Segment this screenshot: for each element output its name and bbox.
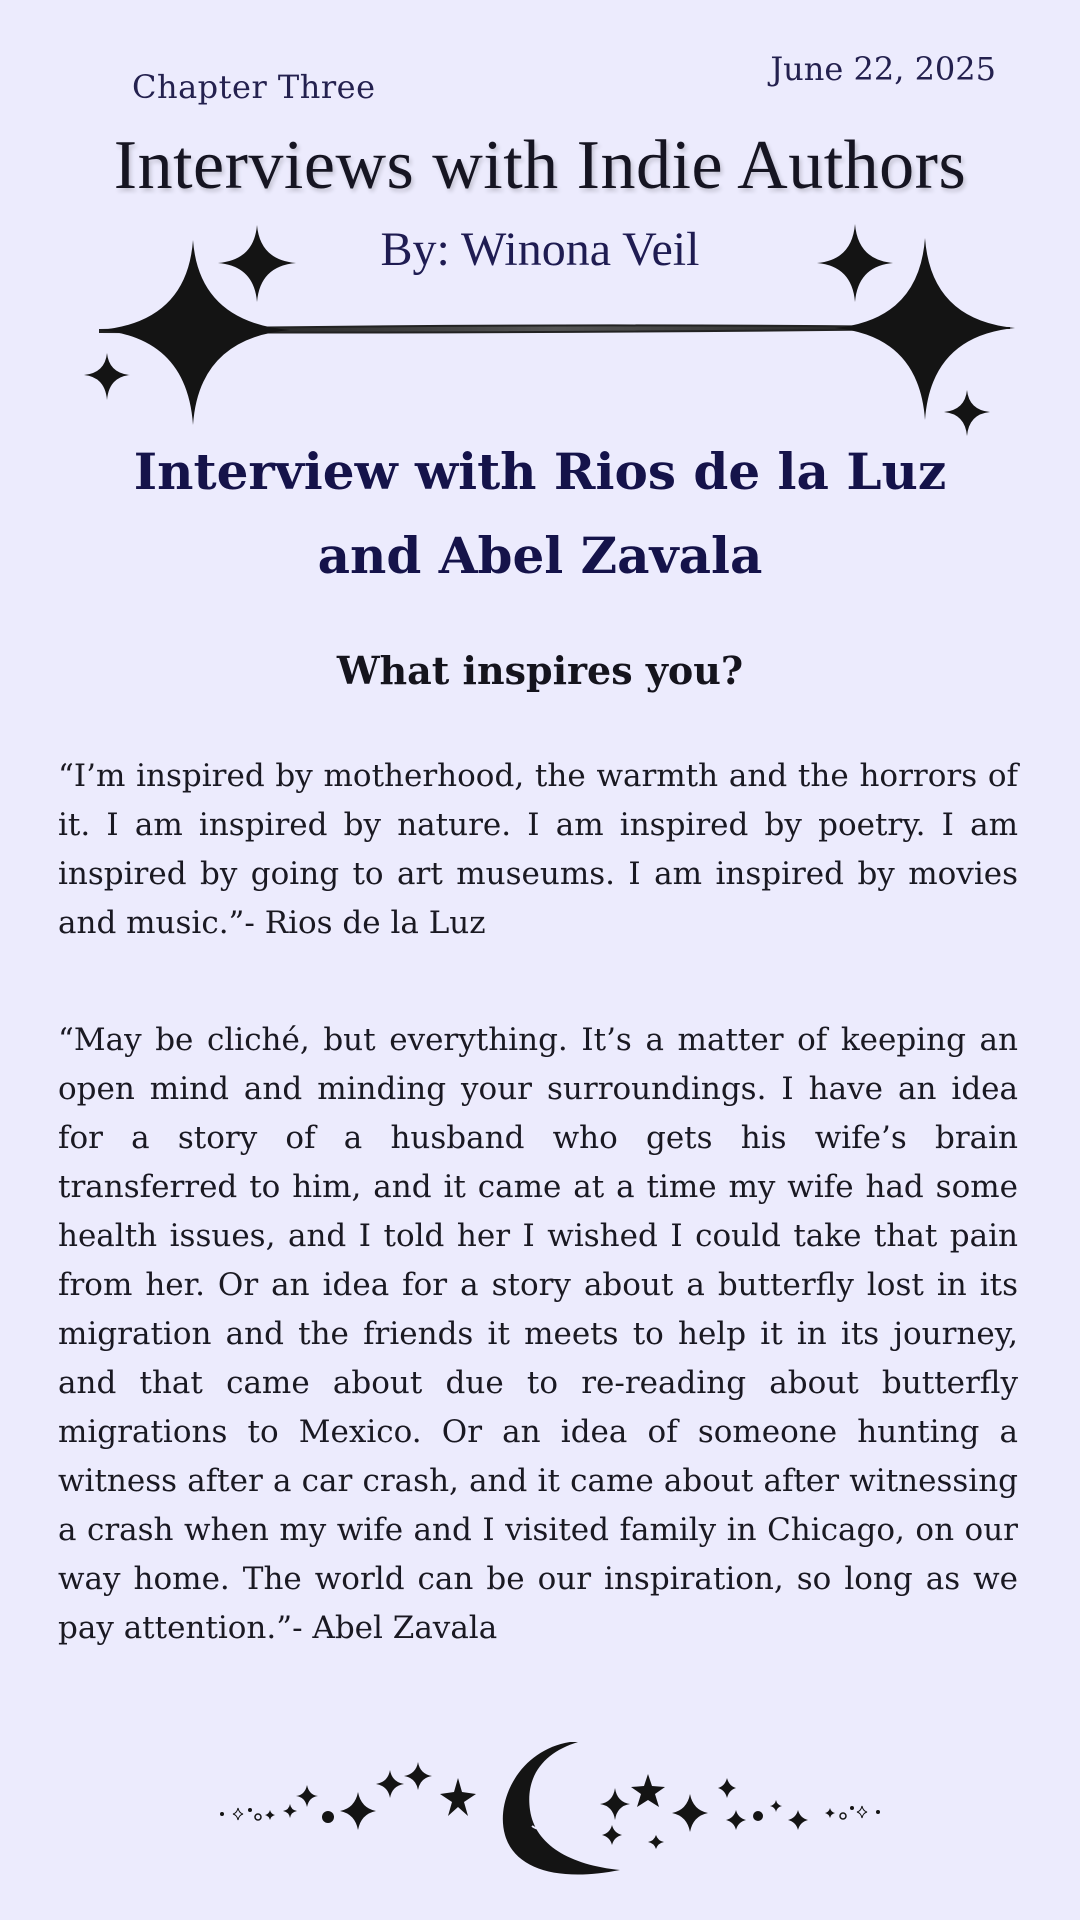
answer-abel-zavala: “May be cliché, but everything. It’s a matter of keeping an open mind and minding your surroundings. I have an idea for a story of a husband who gets his wife’s brain transferred to him, and it came at a time my wife had some health issues, and I told her I wished I could take that pain from her. Or an idea for a story about a butterfly lost in its migration and the friends it meets to help it in its journey, and that came about due to re-reading about butterfly migrations to Mexico. Or an idea of someone hunting a witness after a car crash, and it came about after witnessing a crash when my wife and I visited family in Chicago, on our way home. The world can be our inspiration, so long as we pay attention.”- Abel Zavala [58,1022,1018,1646]
answer-rios-de-la-luz: “I’m inspired by motherhood, the warmth and the horrors of it. I am inspired by nature. I am inspired by poetry. I am inspired by going to art museums. I am inspired by movies and music.”- Rios de la Luz [58,758,1018,941]
book-title: Interviews with Indie Authors [113,127,967,204]
chapter-label: Chapter Three [132,68,376,106]
date-label: June 22, 2025 [770,50,996,88]
interview-title: Interview with Rios de la Luz and Abel Zavala [133,442,947,585]
crescent-moon-stars-icon [200,1730,890,1884]
author-byline: By: Winona Veil [380,223,700,276]
interview-question: What inspires you? [336,648,744,693]
